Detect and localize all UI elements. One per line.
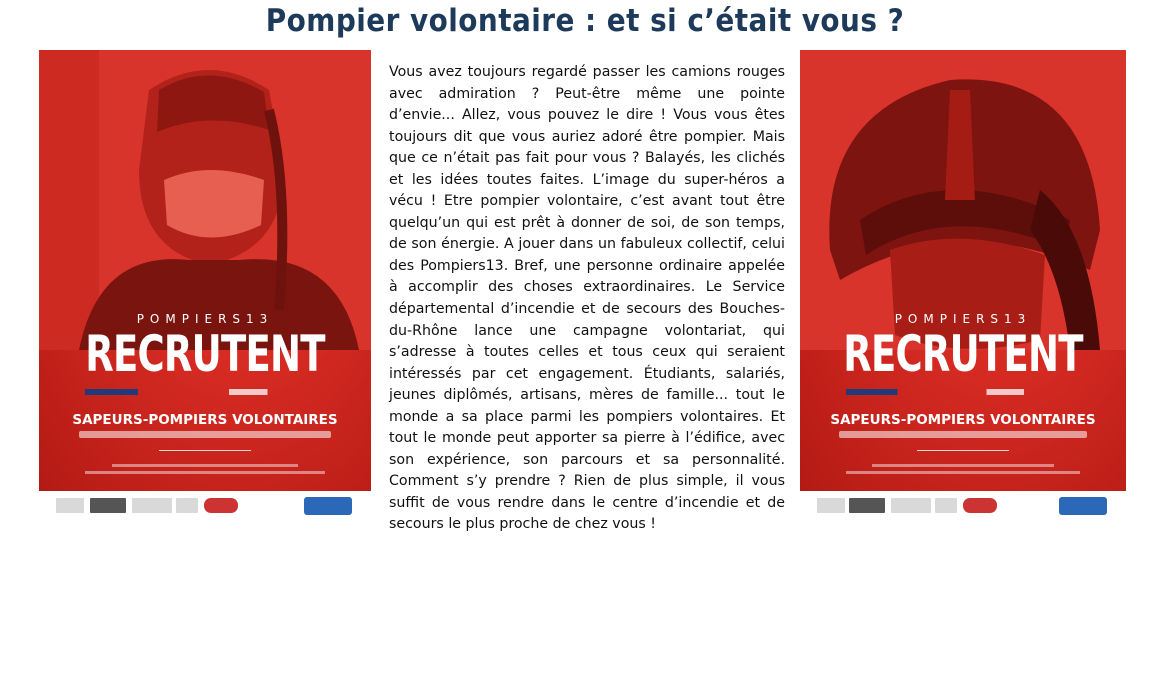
poster-tagline-bar: [839, 431, 1087, 438]
poster-divider: [159, 450, 252, 451]
poster-fine-print: [85, 471, 324, 474]
heart-logo: [963, 498, 997, 513]
department-logo: [132, 498, 172, 513]
poster-slogan-bar: [846, 389, 1081, 395]
firefighter-photo-left: [39, 50, 371, 350]
recruitment-poster-left: [39, 50, 371, 491]
marseille-logo: [1059, 497, 1107, 515]
recruitment-poster-right: [800, 50, 1126, 491]
page-title: Pompier volontaire : et si c’était vous ?: [265, 3, 905, 39]
poster-fine-print: [112, 464, 298, 467]
poster-subheadline: SAPEURS-POMPIERS VOLONTAIRES: [830, 412, 1096, 428]
poster-brand: POMPIERS13: [136, 312, 274, 326]
marseille-logo: [304, 497, 352, 515]
article-body: Vous avez toujours regardé passer les camions rouges avec admiration ? Peut-être même une pointe d’envie... Allez, vous pouvez le dire ! Vous vous êtes toujours dit que vous auriez adoré être pompier. Mais que ce n’était pas fait pour vous ? Balayés, les clichés et les idées toutes faites. L’image du super-héros a vécu ! Etre pompier volontaire, c’est avant tout être quelqu’un qui est prêt à donner de soi, de son temps, de son énergie. A jouer dans un fabuleux collectif, celui des Pompiers13. Bref, une personne ordinaire appelée à accomplir des choses extraordinaires. Le Service départemental d’incendie et de secours des Bouches-du-Rhône lance une campagne volontariat, qui s’adresse à toutes celles et tous ceux qui seraient intéressés par cet engagement. Étudiants, salariés, jeunes diplômés, artisans, mères de famille... tout le monde a sa place parmi les pompiers volontaires. Et tout le monde peut apporter sa pierre à l’édifice, avec son expérience, son parcours et sa personnalité. Comment s’y prendre ? Rien de plus simple, il vous suffit de vous rendre dans le centre d’incendie et de secours le plus proche de chez vous !: [389, 64, 785, 533]
poster-brand: POMPIERS13: [894, 312, 1032, 326]
partner-logos-right: [813, 494, 1126, 518]
firefighter-photo-right: [800, 50, 1126, 350]
partner-logos-left: [52, 494, 372, 518]
poster-tagline-bar: [79, 431, 331, 438]
pompiers13-logo: [849, 498, 885, 513]
department-logo: [891, 498, 931, 513]
poster-headline: RECRUTENT: [843, 325, 1083, 383]
partner-logo: [176, 498, 198, 513]
pompiers13-logo: [90, 498, 126, 513]
heart-logo: [204, 498, 238, 513]
poster-headline: RECRUTENT: [85, 325, 325, 383]
poster-subheadline: SAPEURS-POMPIERS VOLONTAIRES: [72, 412, 338, 428]
republique-francaise-logo: [817, 498, 845, 513]
poster-slogan-bar: [85, 389, 324, 395]
partner-logo: [935, 498, 957, 513]
poster-divider: [917, 450, 1008, 451]
republique-francaise-logo: [56, 498, 84, 513]
poster-fine-print: [846, 471, 1081, 474]
poster-fine-print: [872, 464, 1055, 467]
